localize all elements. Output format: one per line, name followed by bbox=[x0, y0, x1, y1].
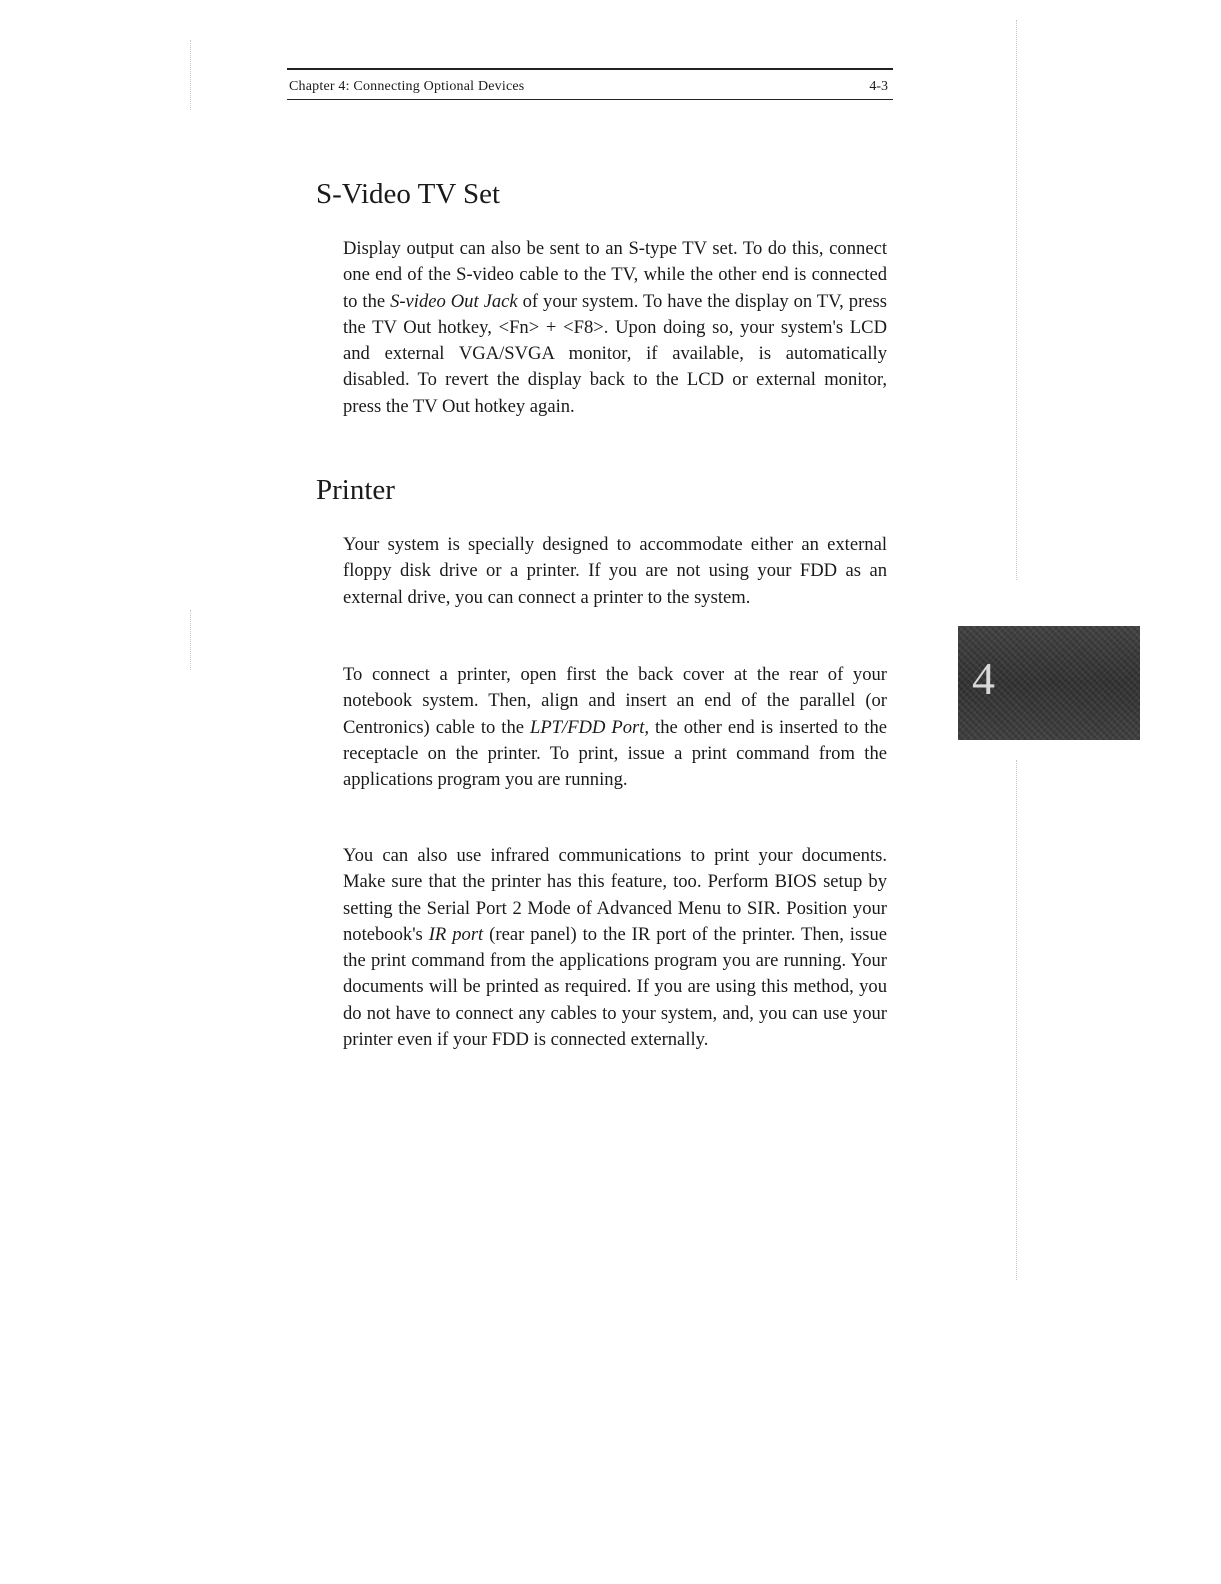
text-run: the other end is inserted to the receptacle on the printer. To print, issue a print command from the applications program you are running. bbox=[343, 716, 887, 791]
section-heading-s-video: S-Video TV Set bbox=[316, 178, 501, 210]
page-number: 4-3 bbox=[869, 79, 888, 94]
right-margin-marks bbox=[1016, 760, 1018, 1280]
text-run: You can also use infrared communications to print your documents. Make sure that the printer has this feature, too. Perform BIOS setup by setting the Serial Port 2 Mode of Advanced Menu to SIR. Position your notebook's bbox=[343, 845, 887, 945]
paragraph-printer-infrared bbox=[343, 843, 887, 1053]
left-margin-marks bbox=[190, 610, 192, 670]
left-margin-marks bbox=[190, 40, 192, 110]
text-run: (rear panel) to the IR port of the printer. Then, issue the print command from the applications program you are running. Your documents will be printed as required. If you are using this method, you do not have to connect any cables to your system, and, you can use your printer even if your FDD is connected externally. bbox=[343, 923, 887, 1051]
chapter-thumb-tab bbox=[958, 626, 1140, 740]
paragraph-s-video bbox=[343, 236, 887, 420]
text-run: To connect a printer, open first the back cover at the rear of your notebook system. Then, align and insert an end of the parallel (or Centronics) cable to the bbox=[343, 664, 887, 738]
paragraph-printer-connect bbox=[343, 662, 887, 793]
header-title: Chapter 4: Connecting Optional Devices bbox=[289, 79, 525, 94]
emphasis-text: LPT/FDD Port, bbox=[529, 716, 650, 738]
chapter-tab-number: 4 bbox=[972, 653, 995, 704]
running-header bbox=[287, 68, 893, 100]
text-run: Display output can also be sent to an S-type TV set. To do this, connect one end of the S-video cable to the TV, while the other end is connected to the bbox=[343, 238, 887, 312]
paragraph-printer-intro: Your system is specially designed to accommodate either an external floppy disk drive or a printer. If you are not using your FDD as an external drive, you can connect a printer to the system. bbox=[343, 534, 887, 608]
text-run: of your system. To have the display on TV, press the TV Out hotkey, <Fn> + <F8>. Upon doing so, your system's LCD and external VGA/SVGA monitor, if available, is automatically disabled. To revert the display back to the LCD or external monitor, press the TV Out hotkey again. bbox=[343, 290, 887, 417]
emphasis-text: S-video Out Jack bbox=[390, 290, 518, 312]
right-margin-marks bbox=[1016, 20, 1018, 580]
emphasis-text: IR port bbox=[428, 923, 484, 945]
section-heading-printer: Printer bbox=[316, 474, 395, 506]
